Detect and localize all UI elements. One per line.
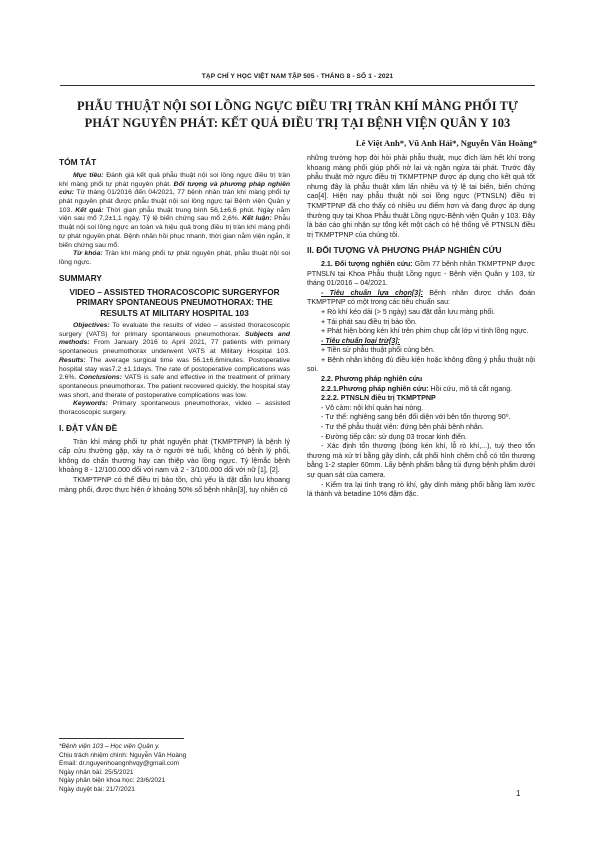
footnote-rule — [59, 738, 184, 739]
subjects-paragraph: 2.1. Đối tượng nghiên cứu: Gồm 77 bệnh nhân TKMPTPNP được PTNSLN tại Khoa Phẫu thuật Lồng ngực - Bệnh viện Quân y 103, từ tháng 01/2016 – 04/2021. — [307, 259, 535, 288]
summary-title: VIDEO – ASSISTED THORACOSCOPIC SURGERYFOR PRIMARY SPONTANEOUS PNEUMOTHORAX: THE RESULTS AT MILITARY HOSPITAL 103 — [69, 287, 280, 318]
exclusion-item-1: + Tiền sử phẫu thuật phổi cùng bên. — [321, 346, 435, 355]
procedure-step-2: - Tư thế: nghiêng sang bên đối diện với bên tổn thương 90⁰. — [321, 413, 511, 422]
page-number: 1 — [516, 789, 521, 798]
intro-paragraph-cont: những trường hợp đòi hỏi phải phẫu thuật, mục đích làm hết khí trong khoang màng phổi giúp phổi nở lại và ngăn ngừa tái phát. Trước đây phẫu thuật mở ngực điều trị TKMPTPNP được áp dụng cho kết quả tốt nhưng đây là phẫu thuật xâm lấn nhiều và tỷ lệ tai biến, biến chứng cao[4]. Hiện nay phẫu thuật nội soi lồng ngực (PTNSLN) điều trị TKMPTPNP đã cho thấy có nhiều ưu điểm hơn và đang được áp dụng thường quy tại Khoa Phẫu thuật Lồng ngực-Bệnh viện Quân y 103. Đây là báo cáo ghi nhận sự tổng kết một cách có hệ thống về PTNSLN điều trị TKMPTPNP của chúng tôi. — [307, 154, 535, 239]
summary-text: Objectives: To evaluate the results of video – assisted thoracoscopic surgery (VATS) for primary spontaneous pneumothorax. Subjects and methods: From January 2016 to April 2021, 77 patients with primary spontaneous pneumothorax underwent VATS at Military Hospital 103. Results: The average surgical time was 56.1±6.6minutes. Postoperative hospital stay was7.2 ±1.1days. The rate of postoperative complications was 2.6%. Conclusions: VATS is safe and effective in the treatment of primary spontaneous pneumothorax. The patient recovered quickly, the hospital stay was short, and therate of postoperative complications was low. — [59, 322, 291, 399]
inclusion-item-1: + Rò khí kéo dài (> 5 ngày) sau đặt dẫn lưu màng phổi. — [321, 307, 495, 316]
inclusion-criteria: - Tiêu chuẩn lựa chọn[3]: Bệnh nhân được chẩn đoán TKMPTPNP có một trong các tiêu chuẩn sau: — [307, 288, 535, 307]
footnote — [59, 743, 290, 794]
section-1-heading: I. ĐẶT VẤN ĐỀ — [59, 422, 118, 433]
summary-heading: SUMMARY — [59, 272, 102, 283]
exclusion-item-2: + Bệnh nhân không đủ điều kiện hoặc không đồng ý phẫu thuật nội soi. — [307, 355, 535, 374]
header-rule — [60, 85, 535, 86]
section-2-2-heading: 2.2. Phương pháp nghiên cứu — [321, 375, 423, 384]
inclusion-item-3: + Phát hiện bóng kén khí trên phim chụp cắt lớp vi tính lồng ngực. — [321, 327, 529, 336]
abstract-vn-text: Mục tiêu: Đánh giá kết quả phẫu thuật nội soi lồng ngực điều trị tràn khí màng phổi tự phát nguyên phát. Đối tượng và phương pháp nghiên cứu: Từ tháng 01/2016 đến 04/2021, 77 bệnh nhân tràn khí màng phổi tự phát nguyên phát được phẫu thuật nội soi lồng ngực tại Bệnh viện Quân y 103. Kết quả: Thời gian phẫu thuật trung bình 56,1±6,6 phút. Ngày nằm viện sau mổ 7,2±1,1 ngày. Tỷ lệ biến chứng sau mổ 2,6%. Kết luận: Phẫu thuật nội soi lồng ngực an toàn và hiệu quả trong điều trị tràn khí màng phổi tự phát nguyên phát. Bệnh nhân hồi phục nhanh, thời gian nằm viện ngắn, ít biến chứng sau mổ. — [59, 171, 290, 249]
footnote-received: Ngày nhận bài: 25/5/2021 — [59, 768, 134, 776]
footnote-affiliation: *Bệnh viện 103 – Học viện Quân y. — [59, 743, 160, 750]
abstract-vn-heading: TÓM TẮT — [59, 157, 97, 167]
intro-paragraph-1: Tràn khí màng phổi tự phát nguyên phát (TKMPTPNP) là bệnh lý cấp cứu thường gặp, xảy ra ở người trẻ tuổi, không có bệnh lý phổi, không do chấn thương hay can thiệp vào lồng ngực. Tỷ lệmắc bệnh khoảng 8 - 12/100.000 dối với nam và 2 - 3/100.000 dối với nữ [1], [2]. — [59, 437, 290, 475]
footnote-accepted: Ngày duyệt bài: 21/7/2021 — [59, 785, 135, 793]
footnote-reviewed: Ngày phản biện khoa học: 23/6/2021 — [59, 777, 166, 784]
procedure-step-1: - Vô cảm: nội khí quản hai nòng. — [321, 403, 424, 412]
section-2-heading: II. ĐỐI TƯỢNG VÀ PHƯƠNG PHÁP NGHIÊN CỨU — [307, 245, 502, 256]
footnote-email: Email: dr.nguyenhoangnhvqy@gmail.com — [59, 760, 180, 767]
article-title: PHẪU THUẬT NỘI SOI LỒNG NGỰC ĐIỀU TRỊ TRÀN KHÍ MÀNG PHỔI TỰ PHÁT NGUYÊN PHÁT: KẾT QUẢ ĐIỀU TRỊ TẠI BỆNH VIỆN QUÂN Y 103 — [76, 99, 518, 130]
procedure-step-5: - Xác định tổn thương (bóng kén khí, lỗ rò khí,...), tuỳ theo tổn thương mà xử trí bằng gây dính, cắt phổi hình chêm chỗ có tổn thương bằng 1-2 stapler 60mm. Lấy bệnh phẩm bằng túi đựng bệnh phẩm dưới sự quan sát của camera. — [307, 442, 535, 479]
keywords-vn: Từ khóa: Tràn khí màng phổi tự phát nguyên phát, phẫu thuật nội soi lồng ngực. — [59, 250, 290, 266]
section-2-2-2-heading: 2.2.2. PTNSLN điều trị TKMPTPNP — [321, 394, 436, 403]
exclusion-criteria-heading: - Tiêu chuẩn loại trừ[3]: — [321, 336, 401, 345]
left-column — [59, 154, 290, 495]
section-2-2-1: 2.2.1.Phương pháp nghiên cứu: Hồi cứu, mô tả cắt ngang. — [321, 384, 513, 393]
authors: Lê Việt Anh*, Vũ Anh Hải*, Nguyễn Văn Hoàng* — [355, 138, 537, 148]
journal-header: TẠP CHÍ Y HỌC VIỆT NAM TẬP 505 - THÁNG 8 - SỐ 1 - 2021 — [201, 73, 394, 80]
keywords-en: Keywords: Primary spontaneous pneumothorax, video – assisted thoracoscopic surgery. — [59, 400, 290, 417]
right-column — [307, 154, 535, 500]
procedure-step-6: - Kiểm tra lại tình trạng rò khí, gây dính màng phổi bằng làm xước lá thành và betadine 10% đậm đặc. — [307, 480, 535, 499]
procedure-step-3: - Tư thế phẫu thuật viên: đứng bên phải bệnh nhân. — [321, 423, 484, 432]
procedure-step-4: - Đường tiếp cận: sử dụng 03 trocar kinh điển. — [321, 432, 467, 441]
footnote-corresponding: Chịu trách nhiệm chính: Nguyễn Văn Hoàng — [59, 751, 187, 759]
inclusion-item-2: + Tái phát sau điều trị bảo tồn. — [321, 317, 417, 326]
intro-paragraph-2: TKMPTPNP có thể điều trị bảo tồn, chủ yếu là dặt dẫn lưu khoang màng phổi, được thực hiện ở khoảng 50% số bệnh nhân[3], tuy nhiên có — [59, 476, 290, 494]
